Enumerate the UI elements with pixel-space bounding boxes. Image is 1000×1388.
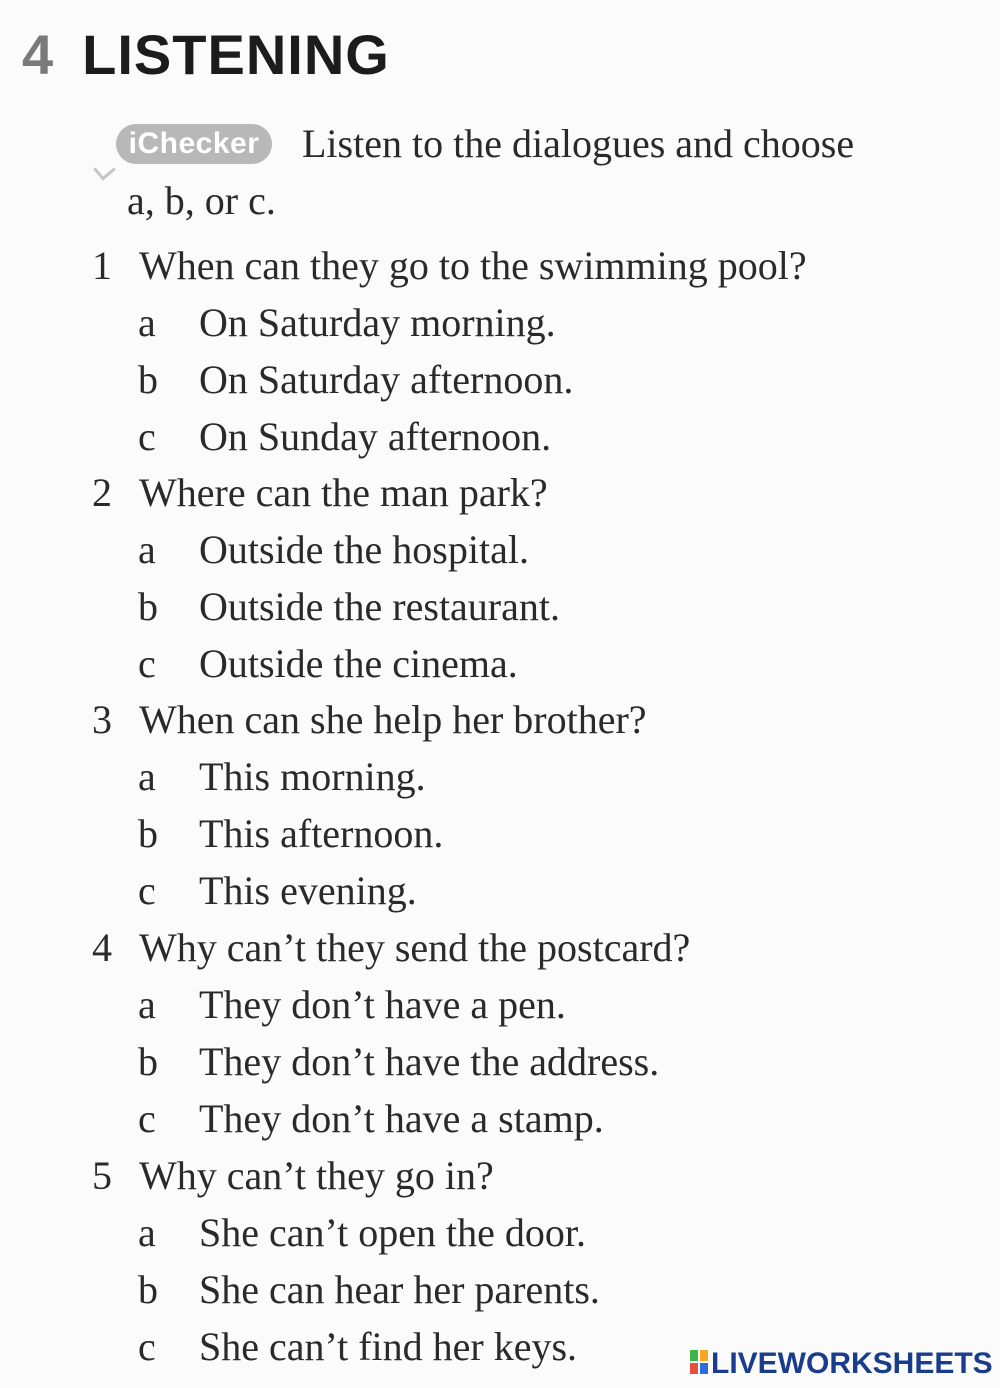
section-number: 4 [22, 23, 55, 86]
ichecker-badge: iChecker [116, 124, 272, 164]
instructions-line-1: Listen to the dialogues and choose [302, 121, 855, 166]
liveworksheets-watermark [690, 1346, 993, 1382]
option-letter[interactable]: a [138, 300, 156, 345]
question-text: Where can the man park? [139, 470, 548, 515]
option-text[interactable]: This afternoon. [199, 811, 444, 856]
option-letter[interactable]: a [138, 527, 156, 572]
option-text[interactable]: She can’t open the door. [199, 1210, 586, 1255]
option-text[interactable]: They don’t have a stamp. [199, 1096, 604, 1141]
question-number: 1 [92, 243, 112, 288]
liveworksheets-logo-icon [690, 1350, 708, 1374]
option-letter[interactable]: a [138, 1210, 156, 1255]
section-title: LISTENING [82, 23, 390, 86]
checkmark-icon [93, 158, 116, 180]
option-letter[interactable]: b [138, 1039, 158, 1084]
option-letter[interactable]: c [138, 1324, 156, 1369]
option-letter[interactable]: c [138, 641, 156, 686]
option-text[interactable]: Outside the hospital. [199, 527, 529, 572]
question-number: 4 [92, 925, 112, 970]
question-number: 3 [92, 697, 112, 742]
option-letter[interactable]: b [138, 357, 158, 402]
question-text: When can they go to the swimming pool? [139, 243, 807, 288]
question-text: Why can’t they send the postcard? [139, 925, 691, 970]
watermark-text: LIVEWORKSHEETS [711, 1347, 993, 1380]
section-heading [22, 22, 390, 88]
option-letter[interactable]: b [138, 811, 158, 856]
option-text[interactable]: She can hear her parents. [199, 1267, 600, 1312]
question-number: 2 [92, 470, 112, 515]
question-text: Why can’t they go in? [139, 1153, 494, 1198]
instructions-line-2: a, b, or c. [127, 178, 276, 223]
question-text: When can she help her brother? [139, 697, 647, 742]
option-text[interactable]: This morning. [199, 754, 426, 799]
option-text[interactable]: Outside the cinema. [199, 641, 518, 686]
question-number: 5 [92, 1153, 112, 1198]
option-letter[interactable]: a [138, 754, 156, 799]
option-letter[interactable]: b [138, 1267, 158, 1312]
option-text[interactable]: On Saturday morning. [199, 300, 556, 345]
option-letter[interactable]: b [138, 584, 158, 629]
option-letter[interactable]: c [138, 1096, 156, 1141]
option-text[interactable]: They don’t have the address. [199, 1039, 660, 1084]
option-text[interactable]: On Sunday afternoon. [199, 414, 552, 459]
option-letter[interactable]: a [138, 982, 156, 1027]
option-text[interactable]: Outside the restaurant. [199, 584, 560, 629]
option-letter[interactable]: c [138, 868, 156, 913]
option-letter[interactable]: c [138, 414, 156, 459]
option-text[interactable]: On Saturday afternoon. [199, 357, 574, 402]
option-text[interactable]: This evening. [199, 868, 417, 913]
option-text[interactable]: They don’t have a pen. [199, 982, 566, 1027]
option-text[interactable]: She can’t find her keys. [199, 1324, 578, 1369]
